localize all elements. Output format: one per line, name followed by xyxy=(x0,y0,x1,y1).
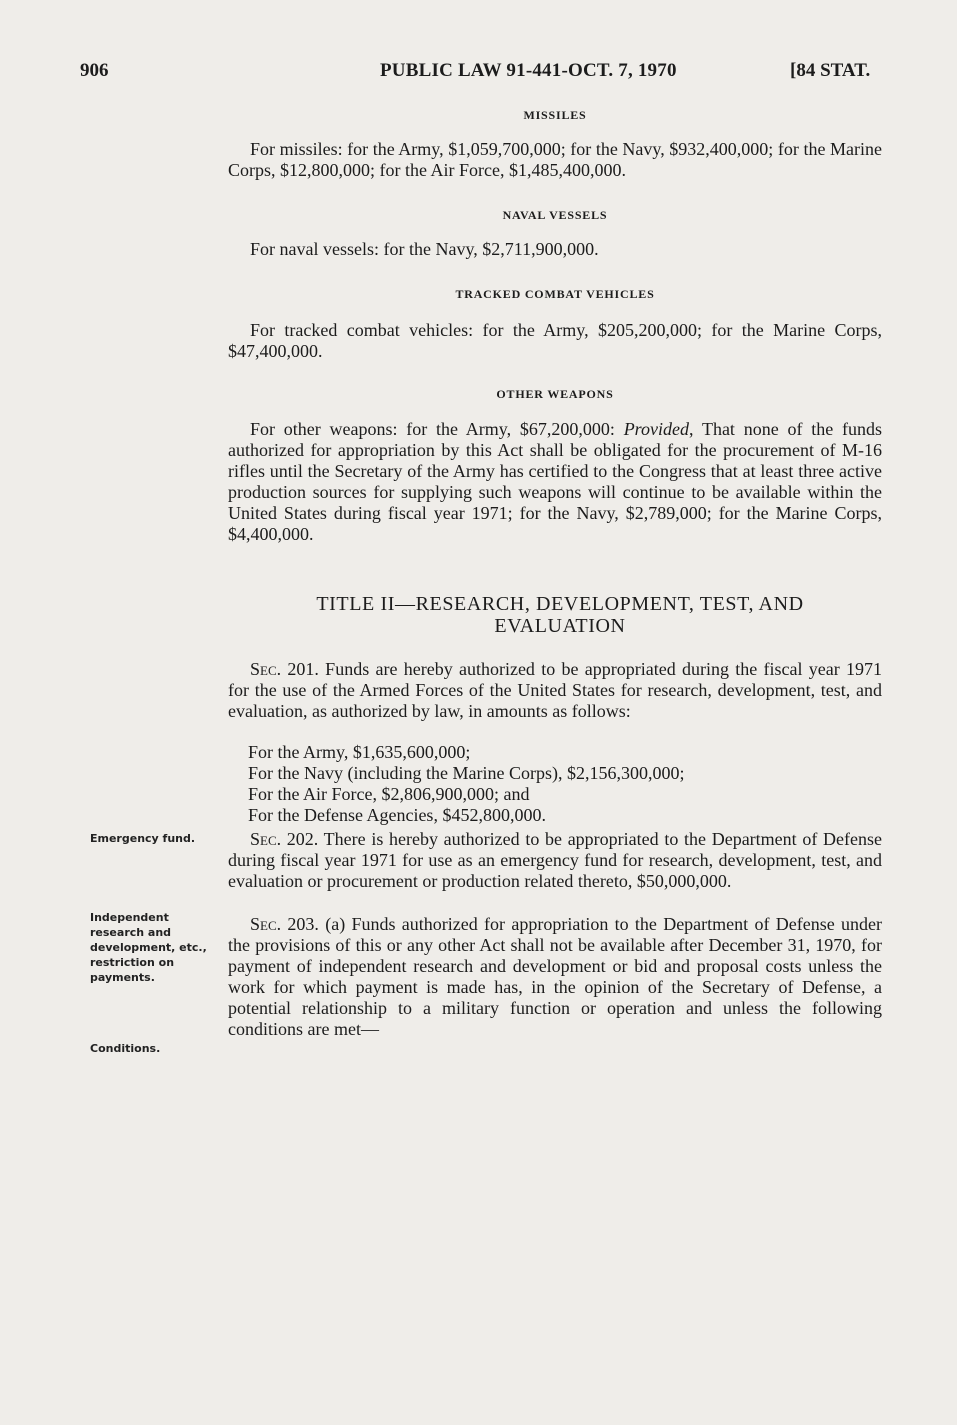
missiles-paragraph: For missiles: for the Army, $1,059,700,000; for the Navy, $932,400,000; for the Marine Corps, $12,800,000; for the Air Force, $1,485,400,000. xyxy=(228,139,882,180)
sec-202-label: Sec. 202. xyxy=(250,829,319,849)
tracked-combat-vehicles-heading: TRACKED COMBAT VEHICLES xyxy=(455,287,655,301)
running-title: PUBLIC LAW 91-441-OCT. 7, 1970 xyxy=(380,60,677,81)
sec-202-text: There is hereby authorized to be appropriated to the Department of Defense during fiscal year 1971 for use as an emergency fund for research, development, test, and evaluation or procurement or production related thereto, $50,000,000. xyxy=(228,829,882,891)
title-ii-heading-line2: EVALUATION xyxy=(494,615,626,637)
sec-201-item-defense-agencies: For the Defense Agencies, $452,800,000. xyxy=(248,805,546,825)
sec-201-item-navy: For the Navy (including the Marine Corps), $2,156,300,000; xyxy=(248,763,685,783)
margin-note-emergency-fund: Emergency fund. xyxy=(90,832,196,845)
naval-vessels-paragraph: For naval vessels: for the Navy, $2,711,900,000. xyxy=(250,239,599,259)
sec-201-paragraph xyxy=(228,659,882,722)
sec-201-text: Funds are hereby authorized to be appropriated during the fiscal year 1971 for the use of the Armed Forces of the United States for research, development, test, and evaluation, as authorized by law, in amounts as follows: xyxy=(228,659,883,721)
other-weapons-paragraph xyxy=(228,419,882,545)
other-weapons-heading: OTHER WEAPONS xyxy=(496,387,614,401)
tracked-combat-vehicles-paragraph: For tracked combat vehicles: for the Army, $205,200,000; for the Marine Corps, $47,400,000. xyxy=(228,320,882,361)
naval-vessels-heading: NAVAL VESSELS xyxy=(502,208,608,222)
sec-202-paragraph xyxy=(228,829,882,892)
other-weapons-text-before: For other weapons: for the Army, $67,200,000: xyxy=(250,419,624,439)
margin-note-conditions: Conditions. xyxy=(90,1042,161,1055)
sec-203-text: (a) Funds authorized for appropriation to the Department of Defense under the provisions of this or any other Act shall not be available after December 31, 1970, for payment of independent research and development or bid and proposal costs unless the work for which payment is made has, in the opinion of the Secretary of Defense, a potential relationship to a military function or operation and unless the following conditions are met— xyxy=(228,914,882,1039)
statute-reference: [84 STAT. xyxy=(790,60,871,81)
sec-201-label: Sec. 201. xyxy=(250,659,319,679)
sec-201-item-air-force: For the Air Force, $2,806,900,000; and xyxy=(248,784,530,804)
title-ii-heading-line1: TITLE II—RESEARCH, DEVELOPMENT, TEST, AND xyxy=(316,593,804,615)
page-number: 906 xyxy=(80,60,109,81)
sec-201-item-army: For the Army, $1,635,600,000; xyxy=(248,742,471,762)
margin-note-independent-research: Independent research and development, etc., restriction on payments. xyxy=(90,911,207,984)
page-header xyxy=(0,60,957,86)
missiles-heading: MISSILES xyxy=(523,108,587,122)
provided-term: Provided xyxy=(623,419,689,439)
sec-203-label: Sec. 203. xyxy=(250,914,319,934)
other-weapons-text-after: , That none of the funds authorized for appropriation by this Act shall be obligated for the procurement of M-16 rifles until the Secretary of the Army has certified to the Congress that at least three active production sources for supplying such weapons will continue to be available within the United States during fiscal year 1971; for the Navy, $2,789,000; for the Marine Corps, $4,400,000. xyxy=(228,419,882,544)
sec-203-paragraph xyxy=(228,914,882,1040)
